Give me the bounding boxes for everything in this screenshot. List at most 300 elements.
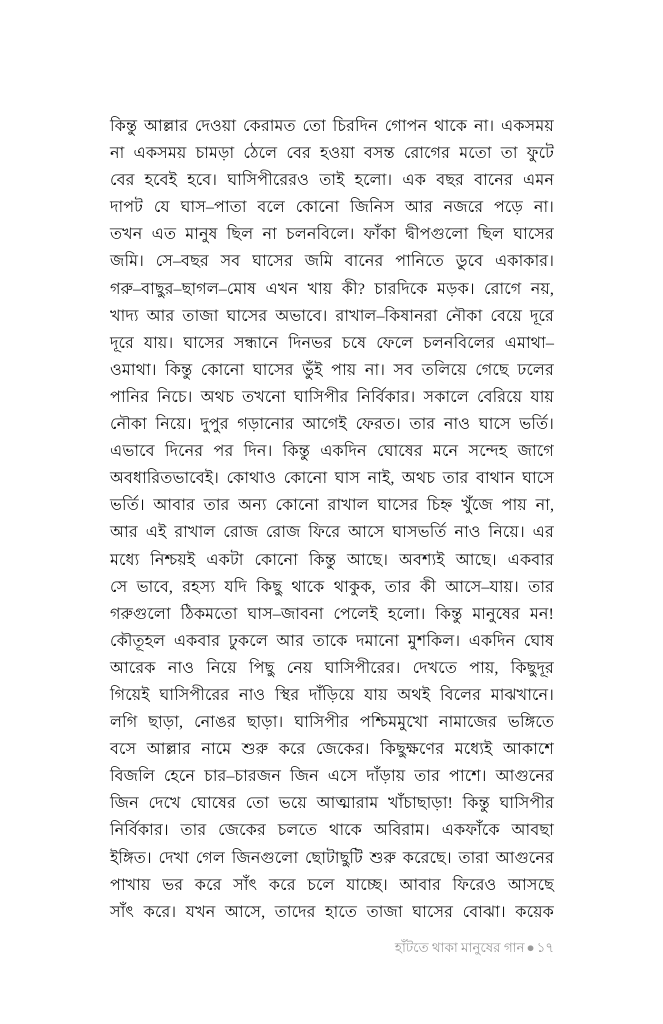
text-line (110, 899, 554, 926)
text-word: ফেলে (376, 333, 414, 352)
text-word: কোনো (295, 198, 340, 217)
text-word: নাই, (367, 469, 395, 488)
text-word: চারদিকে (374, 279, 428, 298)
text-word: আগুনের (495, 848, 554, 867)
text-word: পানিতে (395, 252, 444, 271)
text-word: কিন্তু (110, 117, 138, 135)
text-word: ভাবে, (136, 577, 173, 596)
text-word: যায় (530, 387, 554, 406)
text-word: খাঁচাছাড়া! (388, 794, 453, 813)
footer-separator-dot: ● (526, 940, 535, 955)
text-word: দ্বীপগুলো (405, 225, 469, 244)
text-word: আগেই (302, 415, 347, 434)
text-word: সে (110, 577, 128, 596)
text-word: নেয় (286, 658, 313, 677)
text-word: না। (533, 198, 554, 217)
text-word: পানির (110, 387, 149, 406)
text-word: এমন (523, 171, 554, 190)
text-word: ঘাসে (478, 415, 511, 434)
text-word: থাকে (291, 577, 325, 596)
text-word: গড়ানোর (237, 415, 294, 434)
text-word: করেছে। (402, 848, 452, 867)
text-word: একসময় (501, 117, 554, 135)
text-word: কিছু (256, 577, 282, 596)
text-word: চার–চারজন (204, 767, 281, 786)
text-word: বসে (110, 740, 137, 759)
text-word: দেখা (158, 848, 189, 867)
text-word: খায় (307, 279, 333, 298)
text-word: খাদ্য (110, 306, 139, 325)
text-word: কী? (341, 279, 365, 298)
text-word: পড়ে (493, 198, 523, 217)
text-word: হেনে (163, 767, 196, 786)
text-word: যায়। (143, 333, 174, 352)
text-word: ফুটে (526, 144, 554, 163)
text-word: ভয়ে (278, 794, 307, 813)
text-word: স্থির (275, 685, 300, 704)
text-word: ঘাস (334, 469, 361, 488)
text-word: খুঁজে (461, 496, 493, 515)
text-word: আগুনের (495, 767, 554, 786)
text-word: ঘাস–পাতা (180, 198, 247, 217)
text-word: রোজ (265, 523, 301, 542)
text-word: অথচ (200, 387, 234, 406)
text-word: যদি (224, 577, 247, 596)
text-word: নিচে। (157, 387, 193, 406)
text-line (110, 845, 554, 872)
text-word: জমি। (110, 252, 144, 271)
text-word: আবার (153, 496, 195, 515)
text-word: রাখাল (174, 523, 216, 542)
text-word: রোজ (223, 523, 258, 542)
text-word: মুশকিল। (407, 631, 461, 650)
text-word: হাতে (325, 902, 358, 921)
text-line (110, 736, 554, 763)
text-word: বিলের (439, 685, 482, 704)
text-word: মড়ক। (436, 279, 475, 298)
text-word: তার (180, 821, 207, 840)
text-word: চিহ্ন (426, 496, 453, 515)
text-word: নামাজের (439, 713, 497, 732)
text-word: জেকের। (315, 740, 370, 759)
text-word: পায় (501, 496, 527, 515)
text-word: যাচ্ছে। (346, 875, 388, 894)
text-word: এই (145, 523, 167, 542)
text-word: জিনিস (350, 198, 395, 217)
text-line (110, 276, 554, 303)
text-word: একটা (206, 550, 244, 569)
text-word: বানের (474, 171, 513, 190)
text-word: কোনো (200, 360, 245, 379)
text-word: নাও (454, 523, 481, 542)
text-word: কিন্তু (308, 550, 337, 569)
text-line (110, 655, 554, 682)
text-word: তখনো (242, 387, 286, 406)
text-word: বের (286, 144, 311, 163)
text-word: চিরদিন (332, 117, 378, 135)
text-word: সে–বছর (155, 252, 209, 271)
text-word: মন! (529, 604, 554, 623)
text-word: ঘাসের (513, 225, 554, 244)
text-word: ঘাস–জাবনা (247, 604, 324, 623)
text-word: ফেরত। (355, 415, 401, 434)
text-word: নিয়ে। (488, 523, 525, 542)
text-word: ভর (162, 875, 184, 894)
text-word: কিছুক্ষণের (380, 740, 445, 759)
text-word: ঢলের (517, 360, 554, 379)
text-word: ঘাসের (226, 306, 268, 325)
footer-page-number: ১৭ (536, 940, 554, 955)
text-line (110, 465, 554, 492)
text-word: কিন্তু (282, 442, 310, 461)
text-word: অন্য (238, 496, 267, 515)
text-word: কোনো (283, 469, 328, 488)
text-line (110, 113, 554, 140)
text-word: দাঁড়িয়ে (308, 685, 355, 704)
text-word: নিয়ে (206, 658, 237, 677)
text-line (110, 140, 554, 167)
text-word: করে (278, 740, 306, 759)
text-word: আরেক (110, 658, 156, 677)
text-word: দুপুর (200, 415, 229, 434)
text-word: ঘাসিপীরের (159, 685, 230, 704)
text-word: ছিল (477, 225, 504, 244)
text-word: ঘাসের (183, 333, 224, 352)
text-word: ডুবে (455, 252, 484, 271)
text-word: ঘাসিপীর (294, 713, 349, 732)
text-word: সন্ধানে (233, 333, 279, 352)
text-word: এর (532, 523, 554, 542)
text-line (110, 682, 554, 709)
text-word: সন্দেহ (468, 442, 508, 461)
text-word: হলো। (354, 171, 393, 190)
text-word: হলো। (387, 604, 426, 623)
text-word: দেখে (148, 794, 181, 813)
text-word: আসে (348, 523, 385, 542)
text-line (110, 303, 554, 330)
text-word: আছে। (347, 550, 388, 569)
text-word: তাই (319, 171, 345, 190)
text-word: হওয়া (320, 144, 355, 163)
text-word: দূরে (110, 333, 134, 352)
text-word: এভাবে (110, 442, 155, 461)
text-word: ঘাসিপীরের। (324, 658, 401, 677)
text-word: নিয়ে। (155, 415, 192, 434)
text-word: বানের (344, 252, 384, 271)
text-line (110, 357, 554, 384)
text-word: মধ্যেই (454, 740, 493, 759)
text-word: কিন্তু (165, 360, 193, 379)
text-word: একফাঁকে (441, 821, 500, 840)
text-word: তাজা (182, 306, 219, 325)
text-word: মানুষের (472, 604, 520, 623)
text-line (110, 709, 554, 736)
text-line (110, 763, 554, 790)
text-word: বাথান (475, 469, 515, 488)
text-word: ছোটাছুটি (304, 848, 363, 867)
text-word: ঘাসিপীর (499, 794, 554, 813)
text-word: দেওয়া (194, 117, 237, 135)
text-word: না (262, 225, 277, 244)
text-word: জিনগুলো (231, 848, 299, 867)
text-word: ঘোষের (377, 442, 423, 461)
text-word: তাজা (366, 902, 403, 921)
text-word: তার (528, 577, 554, 596)
text-line (110, 194, 554, 221)
text-word: এত (151, 225, 177, 244)
text-word: মানুষ (185, 225, 218, 244)
text-word: পর (213, 442, 234, 461)
text-word: চলনবিলে। (286, 225, 355, 244)
text-word: কৌতূহল (110, 631, 166, 650)
text-word: সকালে (423, 387, 469, 406)
text-line (110, 330, 554, 357)
text-word: কোথাও (226, 469, 277, 488)
text-word: আল্লার (146, 740, 191, 759)
text-word: জেকের (218, 821, 266, 840)
text-word: থাকে (328, 821, 362, 840)
text-word: চলনবিলের (423, 333, 495, 352)
text-word: বেরিয়ে (477, 387, 523, 406)
text-word: নির্বিকার। (110, 821, 169, 840)
text-word: কোনো (275, 496, 319, 515)
text-word: ভর্তি। (110, 496, 145, 515)
text-word: ঘাসের (252, 360, 294, 379)
text-word: ইঙ্গিত। (110, 848, 152, 867)
text-word: ঘাসভর্তি (392, 523, 447, 542)
text-word: নয়, (530, 279, 554, 298)
text-word: গিয়েই (110, 685, 150, 704)
text-word: তখন (110, 225, 143, 244)
text-word: আল্লার (144, 117, 188, 135)
text-word: পশ্চিমমুখো (359, 713, 429, 732)
text-word: একাকার। (494, 252, 554, 271)
text-word: পায় (331, 360, 357, 379)
text-word: কিন্তু (435, 604, 463, 623)
text-word: ঘাসের (412, 902, 454, 921)
text-word: নোঙর (194, 713, 236, 732)
text-line (110, 167, 554, 194)
text-word: মাঝখানে। (490, 685, 554, 704)
text-word: নৌকা (110, 415, 147, 434)
text-word: করে (194, 875, 222, 894)
text-word: ভঙ্গিতে (507, 713, 554, 732)
text-word: না। (474, 117, 495, 135)
text-word: তার (384, 577, 411, 596)
text-word: ঘোষ (523, 631, 554, 650)
text-word: অবধারিতভাবেই। (110, 469, 219, 488)
text-word: না। (364, 360, 385, 379)
text-line (110, 221, 554, 248)
text-word: একসময় (133, 144, 187, 163)
text-word: এখন (265, 279, 299, 298)
text-word: চামড়া (195, 144, 235, 163)
text-word: আর (146, 306, 175, 325)
text-word: অবশ্যই (398, 550, 445, 569)
text-word: ফাঁকা (363, 225, 397, 244)
text-word: রোগে (484, 279, 522, 298)
text-word: এসে (327, 767, 358, 786)
text-word: কিছুদূর (510, 658, 554, 677)
text-word: আবার (399, 875, 441, 894)
text-word: রাখাল (327, 496, 369, 515)
text-line (110, 574, 554, 601)
text-word: কী (420, 577, 436, 596)
text-word: দাপট (110, 198, 144, 217)
text-word: পায়, (469, 658, 499, 677)
text-word: দিন। (243, 442, 273, 461)
text-word: ভুঁই (302, 360, 323, 379)
text-word: বিজলি (110, 767, 155, 786)
text-word: তার (442, 469, 469, 488)
text-word: ঠিকমতো (180, 604, 238, 623)
text-word: মনে (433, 442, 459, 461)
text-word: একবার (173, 631, 221, 650)
text-line (110, 438, 554, 465)
text-word: যে (153, 198, 170, 217)
text-word: বসন্ত (363, 144, 395, 163)
text-word: রহস্য (182, 577, 216, 596)
text-word: নির্বিকার। (356, 387, 416, 406)
text-word: সাঁৎ (110, 902, 135, 921)
text-line (110, 628, 554, 655)
body-text-block (110, 113, 554, 926)
text-word: তো (245, 794, 270, 813)
text-word: গরুগুলো (110, 604, 171, 623)
text-word: চলতে (277, 821, 318, 840)
text-word: ঘাসে (522, 469, 554, 488)
text-word: দূরে (530, 306, 554, 325)
text-word: পিছু (248, 658, 275, 677)
text-word: হবে। (187, 171, 218, 190)
text-line (110, 411, 554, 438)
text-word: আসে, (225, 902, 266, 921)
text-word: ঠেলে (243, 144, 278, 163)
text-word: একবার (507, 550, 554, 569)
text-word: না (110, 144, 125, 163)
text-word: অবিরাম। (373, 821, 430, 840)
text-word: ঘাসিপীরেরও (227, 171, 310, 190)
text-word: একদিন (468, 631, 516, 650)
text-word: দাঁড়ায় (366, 767, 406, 786)
text-word: না, (535, 496, 554, 515)
text-word: শুরু (369, 848, 396, 867)
text-word: মধ্যে (110, 550, 140, 569)
text-word: মতো (459, 144, 492, 163)
text-word: তো (302, 117, 326, 135)
text-word: চষে (342, 333, 367, 352)
text-word: জমি (304, 252, 333, 271)
text-word: কোনো (254, 550, 298, 569)
text-word: নজরে (443, 198, 484, 217)
text-word: জিন (110, 794, 139, 813)
text-word: অভাবে। (275, 306, 328, 325)
text-word: নৌকা (445, 306, 483, 325)
text-word: কেরামত (242, 117, 296, 135)
text-word: আত্মারাম (316, 794, 379, 813)
text-word: ঘাসিপীর (293, 387, 349, 406)
text-word: তারা (458, 848, 489, 867)
text-word: একদিন (320, 442, 367, 461)
footer-book-title: হাঁটতে থাকা মানুষের গান (394, 940, 525, 955)
text-line (110, 872, 554, 899)
text-word: গরু–বাছুর–ছাগল–মোষ (110, 279, 257, 298)
text-word: ওমাথা। (110, 360, 157, 379)
text-word: বোঝা। (462, 902, 506, 921)
text-word: যখন (185, 902, 216, 921)
text-word: গেছে (475, 360, 509, 379)
text-word: পাখায় (110, 875, 151, 894)
text-word: লগি (110, 713, 138, 732)
text-word: অথচ (401, 469, 436, 488)
text-word: পাশে। (449, 767, 487, 786)
text-word: দিনের (164, 442, 204, 461)
text-word: ছিল (226, 225, 254, 244)
text-word: গেল (195, 848, 225, 867)
text-word: দমানো (356, 631, 400, 650)
text-word: আবছা (511, 821, 554, 840)
text-line (110, 248, 554, 275)
text-word: ফিরেও (452, 875, 497, 894)
text-word: রোগের (403, 144, 451, 163)
text-word: করে (268, 875, 296, 894)
text-word: বলে (257, 198, 285, 217)
text-word: আছে। (455, 550, 497, 569)
text-word: বের (110, 171, 135, 190)
text-line (110, 547, 554, 574)
text-word: এমাথা– (504, 333, 554, 352)
text-line (110, 384, 554, 411)
text-word: ঢুকলে (228, 631, 268, 650)
text-word: নিশ্চয়ই (150, 550, 196, 569)
text-word: সাঁৎ (233, 875, 258, 894)
text-word: নামে (201, 740, 232, 759)
text-word: আসছে (508, 875, 554, 894)
text-word: তাদের (274, 902, 316, 921)
text-word: আর (276, 631, 305, 650)
text-word: যায় (364, 685, 388, 704)
text-word: তার (203, 496, 230, 515)
text-word: ঘাসের (252, 252, 293, 271)
text-word: সব (393, 360, 414, 379)
text-word: নাও (443, 415, 471, 434)
text-word: জাগে (517, 442, 554, 461)
text-word: তার (409, 415, 436, 434)
text-word: তার (414, 767, 441, 786)
text-word: পেলেই (333, 604, 378, 623)
text-word: এক (402, 171, 427, 190)
text-word: নাও (167, 658, 195, 677)
text-word: আসে–যায়। (445, 577, 519, 596)
text-line (110, 790, 554, 817)
text-word: রাখাল–কিষানরা (335, 306, 438, 325)
text-word: ছাড়া, (148, 713, 184, 732)
text-word: ঘাসের (377, 496, 419, 515)
text-line (110, 601, 554, 628)
page-footer (110, 938, 554, 958)
text-word: নাও (239, 685, 266, 704)
text-word: আর (110, 523, 138, 542)
text-word: কয়েক (515, 902, 554, 921)
text-word: চলে (307, 875, 335, 894)
text-word: গোপন (384, 117, 428, 135)
text-word: তলিয়ে (421, 360, 467, 379)
text-word: থাকুক, (333, 577, 376, 596)
text-word: ফিরে (308, 523, 341, 542)
text-word: আকাশে (503, 740, 554, 759)
text-word: বেয়ে (490, 306, 522, 325)
text-word: থাকে (434, 117, 468, 135)
